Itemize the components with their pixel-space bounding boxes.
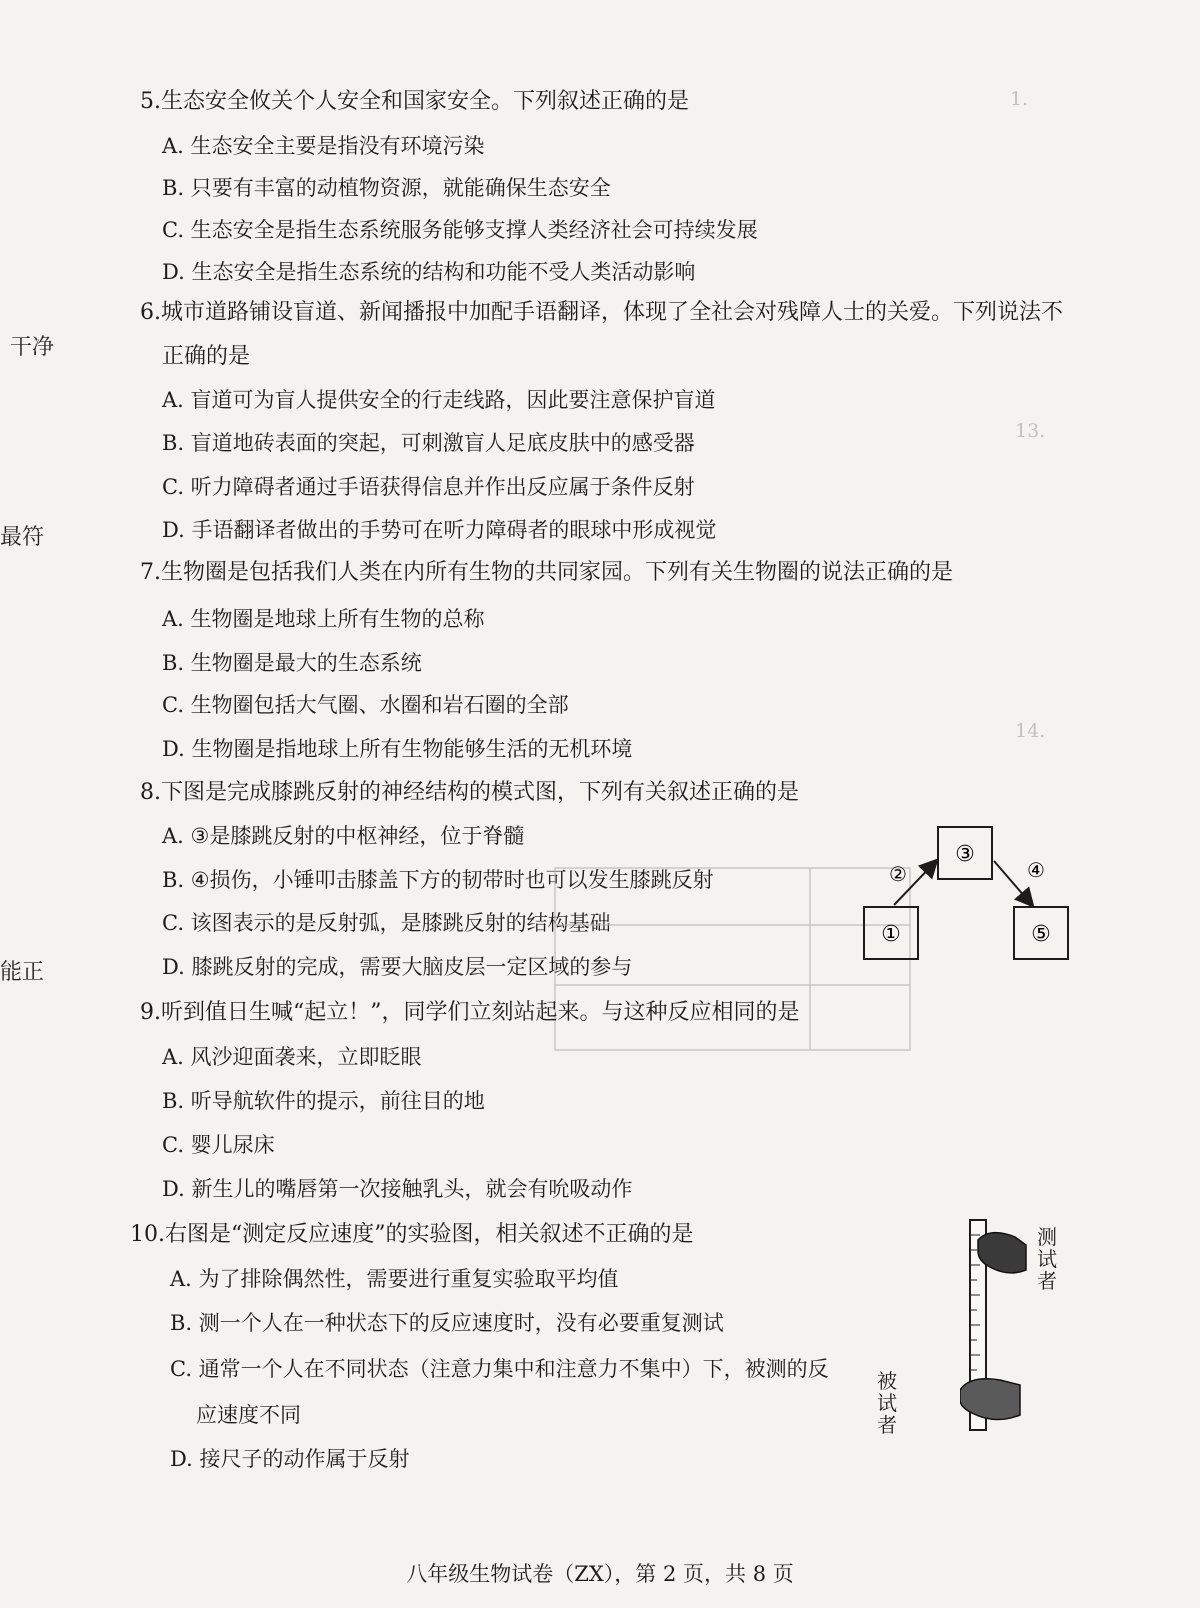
arrow-label-2: ②: [889, 862, 907, 886]
question-7-stem: 7.生物圈是包括我们人类在内所有生物的共同家园。下列有关生物圈的说法正确的是: [140, 560, 954, 585]
arrow-label-4: ④: [1027, 858, 1045, 882]
question-10-option-d: D. 接尺子的动作属于反射: [170, 1447, 410, 1471]
bleed-through-text: 14.: [1015, 720, 1046, 742]
question-10-option-c-continued: 应速度不同: [196, 1403, 301, 1427]
question-9-option-a: A. 风沙迎面袭来，立即眨眼: [162, 1045, 422, 1069]
question-7-option-b: B. 生物圈是最大的生态系统: [162, 651, 422, 675]
question-9-stem: 9.听到值日生喊“起立！”，同学们立刻站起来。与这种反应相同的是: [140, 1000, 800, 1025]
node-label-1: ①: [881, 922, 901, 947]
question-5-stem: 5.生态安全攸关个人安全和国家安全。下列叙述正确的是: [140, 89, 690, 114]
question-10-option-b: B. 测一个人在一种状态下的反应速度时，没有必要重复测试: [170, 1311, 724, 1335]
question-5-option-a: A. 生态安全主要是指没有环境污染: [162, 134, 485, 158]
page-footer: 八年级生物试卷（ZX），第 2 页，共 8 页: [406, 1562, 794, 1586]
question-6-stem-line2: 正确的是: [162, 344, 251, 369]
question-9-option-b: B. 听导航软件的提示，前往目的地: [162, 1089, 485, 1113]
question-5-option-b: B. 只要有丰富的动植物资源，就能确保生态安全: [162, 176, 611, 200]
question-8-option-c: C. 该图表示的是反射弧，是膝跳反射的结构基础: [162, 911, 611, 935]
question-6-stem: 6.城市道路铺设盲道、新闻播报中加配手语翻译，体现了全社会对残障人士的关爱。下列说法不: [140, 300, 1064, 325]
ruler-experiment-illustration: [960, 1215, 1040, 1440]
question-7-option-c: C. 生物圈包括大气圈、水圈和岩石圈的全部: [162, 693, 569, 717]
margin-fragment: 干净: [10, 335, 55, 360]
question-10-option-a: A. 为了排除偶然性，需要进行重复实验取平均值: [170, 1267, 619, 1291]
question-10-stem: 10.右图是“测定反应速度”的实验图，相关叙述不正确的是: [130, 1222, 694, 1247]
question-8-option-d: D. 膝跳反射的完成，需要大脑皮层一定区域的参与: [162, 955, 633, 979]
tester-label: 测 试 者: [1037, 1225, 1057, 1293]
bleed-through-text: 13.: [1015, 420, 1046, 442]
margin-fragment: 最符: [0, 525, 45, 550]
margin-fragment: 能正: [0, 960, 45, 985]
bleed-through-text: 1.: [1010, 88, 1029, 110]
question-8-stem: 8.下图是完成膝跳反射的神经结构的模式图，下列有关叙述正确的是: [140, 780, 800, 805]
question-5-option-c: C. 生态安全是指生态系统服务能够支撑人类经济社会可持续发展: [162, 218, 758, 242]
question-9-option-c: C. 婴儿尿床: [162, 1133, 275, 1157]
question-6-option-a: A. 盲道可为盲人提供安全的行走线路，因此要注意保护盲道: [162, 388, 716, 412]
node-label-3: ③: [955, 842, 975, 867]
question-6-option-c: C. 听力障碍者通过手语获得信息并作出反应属于条件反射: [162, 475, 695, 499]
question-6-option-b: B. 盲道地砖表面的突起，可刺激盲人足底皮肤中的感受器: [162, 431, 695, 455]
question-10-option-c: C. 通常一个人在不同状态（注意力集中和注意力不集中）下，被测的反: [170, 1357, 829, 1381]
question-7-option-a: A. 生物圈是地球上所有生物的总称: [162, 607, 485, 631]
question-6-option-d: D. 手语翻译者做出的手势可在听力障碍者的眼球中形成视觉: [162, 518, 717, 542]
question-9-option-d: D. 新生儿的嘴唇第一次接触乳头，就会有吮吸动作: [162, 1177, 633, 1201]
question-8-option-a: A. ③是膝跳反射的中枢神经，位于脊髓: [162, 824, 525, 848]
node-label-5: ⑤: [1031, 922, 1051, 947]
reflex-arc-diagram: [860, 815, 1100, 975]
question-5-option-d: D. 生态安全是指生态系统的结构和功能不受人类活动影响: [162, 260, 696, 284]
question-7-option-d: D. 生物圈是指地球上所有生物能够生活的无机环境: [162, 737, 633, 761]
question-8-option-b: B. ④损伤，小锤叩击膝盖下方的韧带时也可以发生膝跳反射: [162, 868, 714, 892]
testee-label: 被 试 者: [877, 1369, 897, 1437]
